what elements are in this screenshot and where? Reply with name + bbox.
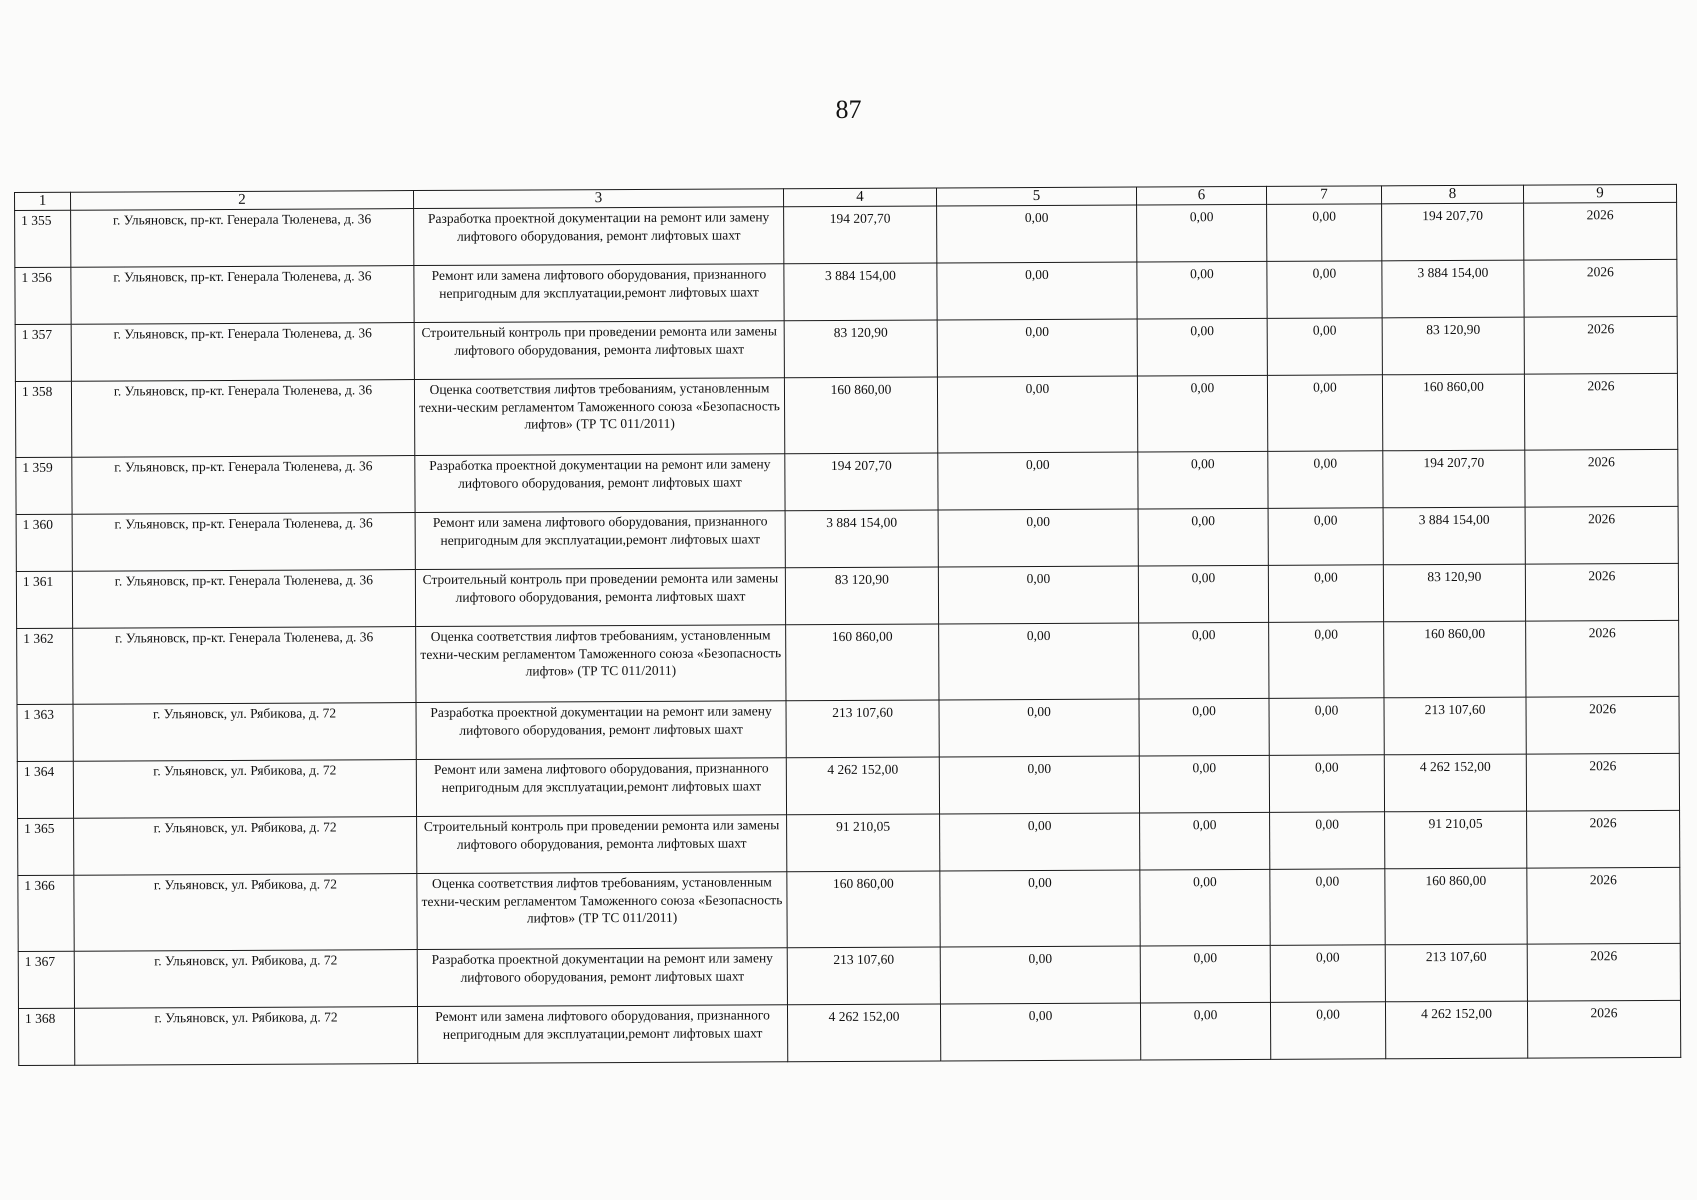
amount-cell: 0,00 [1267,375,1382,452]
amount-cell: 160 860,00 [784,377,937,454]
row-number-cell: 1 356 [15,267,71,324]
amount-cell: 0,00 [938,566,1138,624]
amount-cell: 0,00 [937,205,1137,263]
table-row [17,620,1679,704]
amount-cell: 160 860,00 [787,871,940,948]
year-cell: 2026 [1526,753,1679,811]
amount-cell: 160 860,00 [1382,374,1524,451]
amount-cell: 0,00 [1140,1002,1270,1060]
header-cell: 6 [1136,186,1266,205]
address-cell: г. Ульяновск, пр-кт. Генерала Тюленева, д. 36 [71,266,414,325]
amount-cell: 0,00 [939,623,1139,700]
amount-cell: 0,00 [1140,869,1270,946]
amount-cell: 0,00 [1267,261,1382,319]
amount-cell: 4 262 152,00 [1385,1001,1527,1059]
amount-cell: 0,00 [1138,508,1268,566]
amount-cell: 0,00 [1140,812,1270,870]
amount-cell: 160 860,00 [1384,621,1526,698]
amount-cell: 0,00 [937,376,1137,453]
amount-cell: 3 884 154,00 [785,510,938,568]
table-row [18,810,1680,875]
amount-cell: 0,00 [939,699,1139,757]
amount-cell: 0,00 [1139,622,1269,699]
address-cell: г. Ульяновск, ул. Рябикова, д. 72 [74,1007,417,1066]
page-number: 87 [835,95,862,124]
year-cell: 2026 [1524,259,1677,317]
work-type-cell: Разработка проектной документации на ремонт или замену лифтового оборудования, ремонт лифтовых шахт [417,948,787,1007]
row-number-cell: 1 368 [18,1008,74,1065]
address-cell: г. Ульяновск, пр-кт. Генерала Тюленева, д. 36 [71,380,414,458]
amount-cell: 91 210,05 [787,814,940,872]
row-number-cell: 1 357 [15,324,71,381]
row-number-cell: 1 362 [17,628,73,704]
address-cell: г. Ульяновск, пр-кт. Генерала Тюленева, д. 36 [72,456,415,515]
header-cell: 8 [1381,185,1523,204]
amount-cell: 213 107,60 [1385,944,1527,1002]
year-cell: 2026 [1527,810,1680,868]
work-type-cell: Оценка соответствия лифтов требованиям, установленным техни-ческим регламентом Таможенного союза «Безопасность лифтов» (ТР ТС 011/2011) [414,378,784,456]
amount-cell: 0,00 [1137,375,1267,452]
amount-cell: 83 120,90 [1383,564,1525,622]
work-type-cell: Разработка проектной документации на ремонт или замену лифтового оборудования, ремонт лифтовых шахт [414,207,784,266]
amount-cell: 0,00 [1140,945,1270,1003]
amount-cell: 0,00 [938,452,1138,510]
amount-cell: 4 262 152,00 [787,1004,940,1062]
header-cell: 4 [783,188,936,207]
amount-cell: 0,00 [1269,622,1384,699]
amount-cell: 0,00 [1270,869,1385,946]
year-cell: 2026 [1527,867,1680,944]
year-cell: 2026 [1527,943,1680,1001]
work-type-cell: Оценка соответствия лифтов требованиям, установленным техни-ческим регламентом Таможенного союза «Безопасность лифтов» (ТР ТС 011/2011) [417,872,787,950]
table-row [18,943,1680,1008]
amount-cell: 4 262 152,00 [786,757,939,815]
work-type-cell: Разработка проектной документации на ремонт или замену лифтового оборудования, ремонт лифтовых шахт [416,701,786,760]
year-cell: 2026 [1526,620,1679,697]
work-type-cell: Строительный контроль при проведении ремонта или замены лифтового оборудования, ремонта лифтовых шахт [415,568,785,627]
amount-cell: 4 262 152,00 [1384,754,1526,812]
row-number-cell: 1 355 [15,210,71,267]
year-cell: 2026 [1525,506,1678,564]
amount-cell: 91 210,05 [1385,811,1527,869]
address-cell: г. Ульяновск, пр-кт. Генерала Тюленева, д. 36 [71,209,414,268]
work-type-cell: Ремонт или замена лифтового оборудования, признанного непригодным для эксплуатации,ремонт лифтовых шахт [415,511,785,570]
table-row [18,867,1680,951]
address-cell: г. Ульяновск, ул. Рябикова, д. 72 [74,950,417,1009]
amount-cell: 0,00 [939,756,1139,814]
amount-cell: 0,00 [1268,508,1383,566]
amount-cell: 0,00 [1138,451,1268,509]
amount-cell: 83 120,90 [1382,317,1524,375]
amount-cell: 0,00 [1267,204,1382,262]
amount-cell: 0,00 [938,509,1138,567]
amount-cell: 0,00 [1268,565,1383,623]
amount-cell: 213 107,60 [1384,697,1526,755]
amount-cell: 0,00 [937,262,1137,320]
table-row [15,202,1677,267]
row-number-cell: 1 359 [16,457,72,514]
table-row [16,449,1678,514]
row-number-cell: 1 360 [16,514,72,571]
work-type-cell: Ремонт или замена лифтового оборудования, признанного непригодным для эксплуатации,ремонт лифтовых шахт [416,758,786,817]
amount-cell: 0,00 [1139,698,1269,756]
table-row [16,506,1678,571]
address-cell: г. Ульяновск, ул. Рябикова, д. 72 [74,874,417,952]
amount-cell: 0,00 [1270,1002,1385,1060]
work-type-cell: Разработка проектной документации на ремонт или замену лифтового оборудования, ремонт лифтовых шахт [415,454,785,513]
year-cell: 2026 [1525,563,1678,621]
address-cell: г. Ульяновск, ул. Рябикова, д. 72 [73,703,416,762]
work-type-cell: Строительный контроль при проведении ремонта или замены лифтового оборудования, ремонта лифтовых шахт [417,815,787,874]
table-row [17,753,1679,818]
amount-cell: 0,00 [1270,945,1385,1003]
work-type-cell: Ремонт или замена лифтового оборудования, признанного непригодным для эксплуатации,ремонт лифтовых шахт [417,1005,787,1064]
header-cell: 1 [15,192,71,210]
table-row [15,373,1677,457]
amount-cell: 213 107,60 [786,700,939,758]
amount-cell: 194 207,70 [1382,203,1524,261]
amount-cell: 83 120,90 [785,567,938,625]
row-number-cell: 1 361 [16,571,72,628]
amount-cell: 0,00 [1137,318,1267,376]
amount-cell: 0,00 [1269,755,1384,813]
amount-cell: 3 884 154,00 [784,263,937,321]
row-number-cell: 1 366 [18,875,74,951]
table-row [16,563,1678,628]
address-cell: г. Ульяновск, ул. Рябикова, д. 72 [74,817,417,876]
header-cell: 5 [936,187,1136,206]
header-cell: 3 [413,189,783,209]
amount-cell: 3 884 154,00 [1382,260,1524,318]
year-cell: 2026 [1524,373,1677,450]
header-cell: 7 [1266,186,1381,205]
amount-cell: 0,00 [1139,755,1269,813]
table-row [18,1000,1680,1065]
address-cell: г. Ульяновск, пр-кт. Генерала Тюленева, д. 36 [72,570,415,629]
row-number-cell: 1 364 [17,761,73,818]
amount-cell: 213 107,60 [787,947,940,1005]
header-cell: 9 [1523,184,1676,203]
year-cell: 2026 [1524,202,1677,260]
address-cell: г. Ульяновск, ул. Рябикова, д. 72 [73,760,416,819]
year-cell: 2026 [1525,449,1678,507]
address-cell: г. Ульяновск, пр-кт. Генерала Тюленева, д. 36 [72,513,415,572]
row-number-cell: 1 358 [15,381,71,457]
work-type-cell: Строительный контроль при проведении ремонта или замены лифтового оборудования, ремонта лифтовых шахт [414,321,784,380]
amount-cell: 0,00 [1137,261,1267,319]
works-table [14,184,1681,1066]
row-number-cell: 1 363 [17,704,73,761]
work-type-cell: Оценка соответствия лифтов требованиям, установленным техни-ческим регламентом Таможенного союза «Безопасность лифтов» (ТР ТС 011/2011) [416,625,786,703]
table-row [15,259,1677,324]
amount-cell: 0,00 [940,1003,1140,1061]
amount-cell: 3 884 154,00 [1383,507,1525,565]
header-cell: 2 [71,191,414,211]
address-cell: г. Ульяновск, пр-кт. Генерала Тюленева, д. 36 [73,627,416,705]
amount-cell: 194 207,70 [785,453,938,511]
amount-cell: 0,00 [1137,204,1267,262]
amount-cell: 0,00 [940,813,1140,871]
amount-cell: 0,00 [940,870,1140,947]
amount-cell: 0,00 [1269,698,1384,756]
amount-cell: 83 120,90 [784,320,937,378]
row-number-cell: 1 365 [18,818,74,875]
amount-cell: 0,00 [1268,451,1383,509]
amount-cell: 0,00 [940,946,1140,1004]
year-cell: 2026 [1526,696,1679,754]
year-cell: 2026 [1524,316,1677,374]
amount-cell: 160 860,00 [786,624,939,701]
amount-cell: 194 207,70 [1383,450,1525,508]
table-row [15,316,1677,381]
address-cell: г. Ульяновск, пр-кт. Генерала Тюленева, д. 36 [71,323,414,382]
amount-cell: 160 860,00 [1385,868,1527,945]
amount-cell: 0,00 [937,319,1137,377]
amount-cell: 0,00 [1267,318,1382,376]
amount-cell: 0,00 [1270,812,1385,870]
amount-cell: 0,00 [1138,565,1268,623]
year-cell: 2026 [1527,1000,1680,1058]
works-table-container [14,184,1680,1066]
table-row [17,696,1679,761]
amount-cell: 194 207,70 [784,206,937,264]
work-type-cell: Ремонт или замена лифтового оборудования, признанного непригодным для эксплуатации,ремонт лифтовых шахт [414,264,784,323]
row-number-cell: 1 367 [18,951,74,1008]
